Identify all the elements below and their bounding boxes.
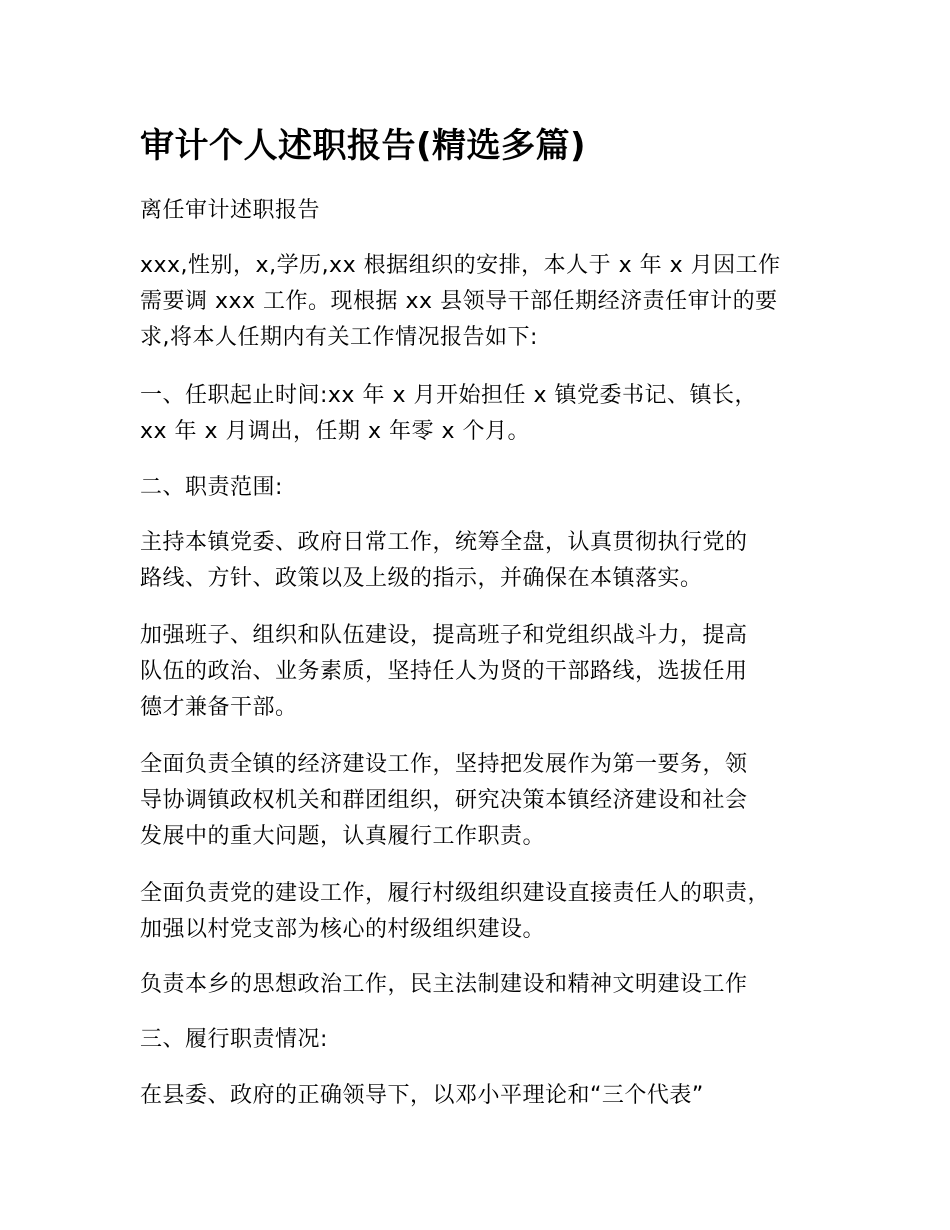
text-line: 求,将本人任期内有关工作情况报告如下:	[140, 325, 538, 350]
paragraph-intro	[140, 248, 830, 356]
text-line: 队伍的政治、业务素质，坚持任人为贤的干部路线，选拔任用	[140, 659, 748, 684]
text-line: 离任审计述职报告	[140, 198, 321, 223]
text-line: 主持本镇党委、政府日常工作，统筹全盘，认真贯彻执行党的	[140, 530, 748, 555]
text-line: 一、任职起止时间:xx 年 x 月开始担任 x 镇党委书记、镇长，	[140, 383, 757, 408]
text-line: 需要调 xxx 工作。现根据 xx 县领导干部任期经济责任审计的要	[140, 289, 778, 314]
section-heading-performance	[140, 1022, 830, 1058]
paragraph-performance	[140, 1078, 830, 1114]
text-line: 全面负责全镇的经济建设工作，坚持把发展作为第一要务，领	[140, 752, 748, 777]
text-line: 导协调镇政权机关和群团组织，研究决策本镇经济建设和社会	[140, 788, 748, 813]
text-line: 在县委、政府的正确领导下，以邓小平理论和“三个代表”	[140, 1083, 704, 1108]
paragraph-duty-5	[140, 967, 830, 1003]
text-line: 二、职责范围:	[140, 475, 283, 500]
document-title: 审计个人述职报告(精选多篇)	[140, 126, 587, 166]
text-line: 加强以村党支部为核心的村级组织建设。	[140, 917, 546, 942]
text-line: xxx,性别，x,学历,xx 根据组织的安排，本人于 x 年 x 月因工作	[140, 253, 781, 278]
section-heading-duties	[140, 470, 830, 506]
text-line: 负责本乡的思想政治工作，民主法制建设和精神文明建设工作	[140, 972, 748, 997]
paragraph-subtitle	[140, 193, 830, 229]
paragraph-duty-2	[140, 618, 830, 726]
text-line: 发展中的重大问题，认真履行工作职责。	[140, 824, 546, 849]
text-line: xx 年 x 月调出，任期 x 年零 x 个月。	[140, 419, 531, 444]
text-line: 路线、方针、政策以及上级的指示，并确保在本镇落实。	[140, 566, 703, 591]
paragraph-duty-3	[140, 747, 830, 855]
text-line: 加强班子、组织和队伍建设，提高班子和党组织战斗力，提高	[140, 623, 748, 648]
text-line: 三、履行职责情况:	[140, 1027, 328, 1052]
paragraph-term	[140, 378, 830, 450]
paragraph-duty-4	[140, 876, 830, 948]
text-line: 德才兼备干部。	[140, 695, 298, 720]
text-line: 全面负责党的建设工作，履行村级组织建设直接责任人的职责，	[140, 881, 771, 906]
paragraph-duty-1	[140, 525, 830, 597]
